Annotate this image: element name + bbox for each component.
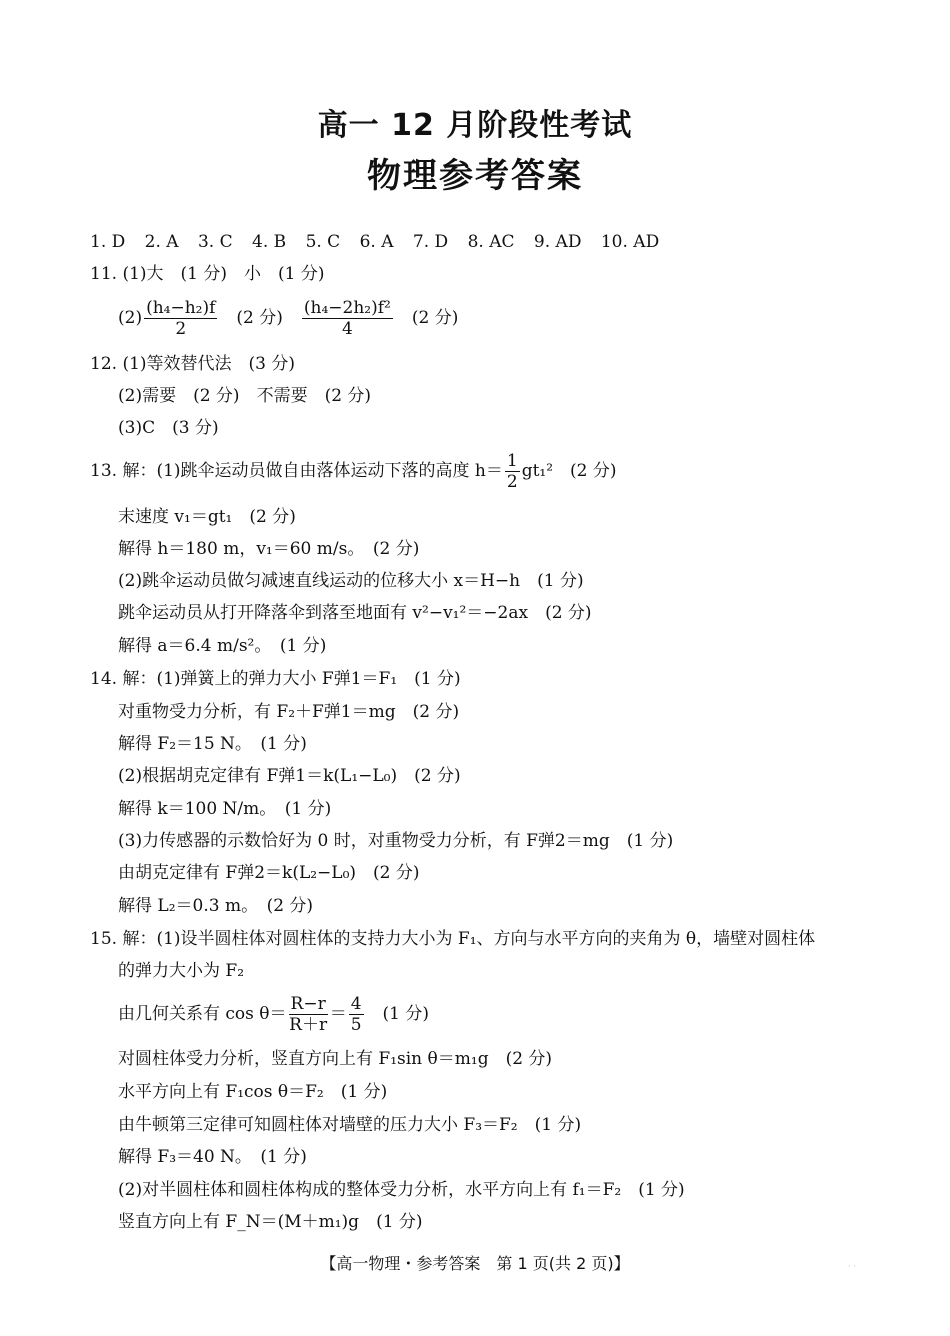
mc-answer: 9. AD (533, 232, 582, 252)
q12-line-2: (2)需要 (2 分) 不需要 (2 分) (118, 386, 372, 406)
answer-title: 物理参考答案 (367, 156, 583, 196)
fraction-numerator: 4 (350, 994, 362, 1014)
q15-line-5: 水平方向上有 F₁cos θ＝F₂ (1 分) (118, 1082, 388, 1102)
q15-line-1: 15. 解：(1)设半圆柱体对圆柱体的支持力大小为 F₁、方向与水平方向的夹角为 θ，墙壁对圆柱体 (90, 929, 816, 949)
mc-answer: 7. D (412, 232, 449, 252)
fraction-denominator: 4 (341, 319, 353, 339)
q11-fraction-2 (302, 298, 393, 339)
q15-text-a: 由几何关系有 cos θ＝ (118, 1004, 287, 1024)
fraction-numerator: (h₄−2h₂)f² (303, 298, 391, 318)
q15-fraction-2 (349, 994, 364, 1035)
q13-text-b: gt₁² (2 分) (521, 461, 617, 481)
q14-line-8: 解得 L₂＝0.3 m。 (2 分) (118, 896, 314, 916)
mc-answer: 4. B (252, 232, 287, 252)
fraction-denominator: 2 (175, 319, 187, 339)
q15-text-b: (1 分) (365, 1004, 430, 1024)
mc-answer: 8. AC (467, 232, 515, 252)
q11-score-2: (2 分) (394, 308, 459, 328)
q11-score-1: (2 分) (219, 308, 300, 328)
page-footer: 【高一物理・参考答案 第 1 页(共 2 页)】 (320, 1254, 630, 1273)
q13-fraction (505, 451, 520, 492)
fraction-numerator: R−r (290, 994, 326, 1014)
mc-answer: 3. C (197, 232, 233, 252)
fraction-numerator: 1 (506, 451, 518, 471)
mc-answer: 6. A (359, 232, 394, 252)
q13-line-5: 跳伞运动员从打开降落伞到落至地面有 v²−v₁²＝−2ax (2 分) (118, 603, 592, 623)
q14-line-5: 解得 k＝100 N/m。 (1 分) (118, 799, 332, 819)
q15-line-3 (118, 994, 429, 1035)
q12-line-3: (3)C (3 分) (118, 418, 219, 438)
q15-line-9: 竖直方向上有 F_N＝(M＋m₁)g (1 分) (118, 1212, 423, 1232)
q15-line-8: (2)对半圆柱体和圆柱体构成的整体受力分析，水平方向上有 f₁＝F₂ (1 分) (118, 1180, 685, 1200)
q12-line-1: 12. (1)等效替代法 (3 分) (90, 354, 296, 374)
mc-answer: 5. C (305, 232, 341, 252)
q13-line-6: 解得 a＝6.4 m/s²。 (1 分) (118, 636, 327, 656)
q13-line-2: 末速度 v₁＝gt₁ (2 分) (118, 507, 296, 527)
q15-line-7: 解得 F₃＝40 N。 (1 分) (118, 1147, 307, 1167)
q14-line-6: (3)力传感器的示数恰好为 0 时，对重物受力分析，有 F弹2＝mg (1 分) (118, 831, 674, 851)
q15-line-6: 由牛顿第三定律可知圆柱体对墙壁的压力大小 F₃＝F₂ (1 分) (118, 1115, 582, 1135)
q11-line-1: 11. (1)大 (1 分) 小 (1 分) (90, 264, 325, 284)
q14-line-7: 由胡克定律有 F弹2＝k(L₂−L₀) (2 分) (118, 863, 420, 883)
multiple-choice-answers (90, 231, 673, 253)
q15-line-2: 的弹力大小为 F₂ (118, 961, 245, 981)
q13-line-1 (90, 451, 617, 492)
q14-line-1: 14. 解：(1)弹簧上的弹力大小 F弹1＝F₁ (1 分) (90, 669, 461, 689)
q14-line-2: 对重物受力分析，有 F₂＋F弹1＝mg (2 分) (118, 702, 460, 722)
q13-text-a: 13. 解：(1)跳伞运动员做自由落体运动下落的高度 h＝ (90, 461, 503, 481)
fraction-denominator: 5 (350, 1015, 362, 1035)
q14-line-4: (2)根据胡克定律有 F弹1＝k(L₁−L₀) (2 分) (118, 766, 461, 786)
fraction-denominator: R＋r (289, 1015, 328, 1035)
mc-answer: 1. D (90, 232, 126, 252)
fraction-denominator: 2 (506, 472, 518, 492)
q11-prefix: (2) (118, 308, 143, 328)
fraction-numerator: (h₄−h₂)f (146, 298, 216, 318)
exam-title: 高一 12 月阶段性考试 (317, 108, 633, 143)
q11-fraction-1 (144, 298, 217, 339)
q14-line-3: 解得 F₂＝15 N。 (1 分) (118, 734, 307, 754)
mc-answer: 2. A (144, 232, 179, 252)
q15-equals: ＝ (329, 1004, 347, 1024)
q13-line-4: (2)跳伞运动员做匀减速直线运动的位移大小 x＝H−h (1 分) (118, 571, 584, 591)
q15-fraction-1 (289, 994, 328, 1035)
q13-line-3: 解得 h＝180 m，v₁＝60 m/s。 (2 分) (118, 539, 420, 559)
q11-line-2 (118, 298, 458, 339)
mc-answer: 10. AD (600, 232, 660, 252)
corner-mark: · · (848, 1262, 856, 1271)
q15-line-4: 对圆柱体受力分析，竖直方向上有 F₁sin θ＝m₁g (2 分) (118, 1049, 553, 1069)
